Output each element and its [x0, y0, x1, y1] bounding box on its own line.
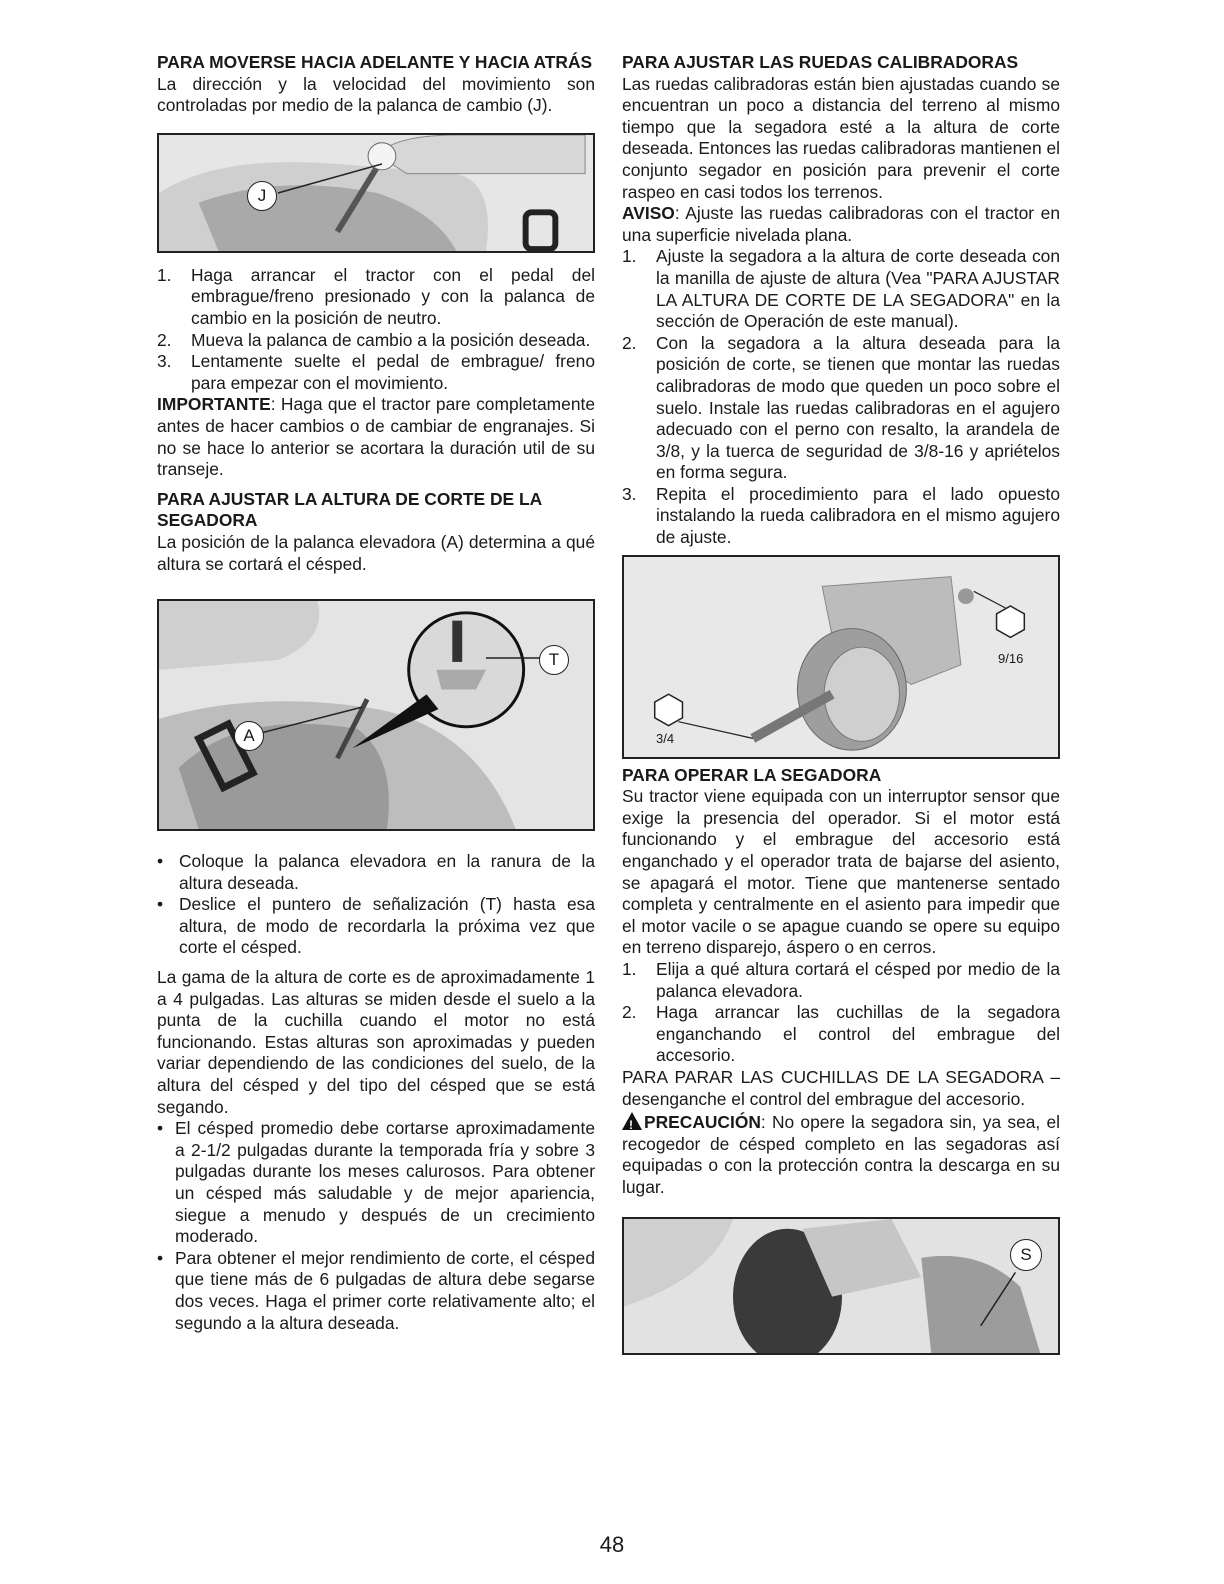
section-title-gauge-wheels: PARA AJUSTAR LAS RUEDAS CALIBRADORAS — [622, 52, 1019, 72]
section-title-operate-mower: PARA OPERAR LA SEGADORA — [622, 764, 882, 785]
list-item: 1. Haga arrancar el tractor con el pedal del embrague/freno presionado y con la palanca de cambio en la posición de neutro. — [157, 264, 595, 328]
figure-discharge-chute — [622, 1217, 1060, 1355]
page-number: 48 — [599, 1532, 625, 1557]
list-item: 1. Ajuste la segadora a la altura de corte deseada con la manilla de ajuste de altura (Vea "PARA AJUSTAR LA ALTURA DE CORTE DE LA SEGADORA" en la sección de Operación de este manual). — [622, 246, 1060, 332]
bullets-mowing-tips — [157, 1118, 595, 1334]
stop-blades-text: PARA PARAR LAS CUCHILLAS DE LA SEGADORA – desenganche el control del embrague del accesorio. — [622, 1066, 1060, 1109]
bullets-cut-height — [157, 851, 595, 959]
section-text-forward-reverse: La dirección y la velocidad del movimiento son controladas por medio de la palanca de cambio (J). — [157, 73, 595, 116]
wrench-size-34: 3/4 — [656, 730, 675, 746]
discharge-chute-illustration — [624, 1219, 1058, 1353]
list-item: • Coloque la palanca elevadora en la ranura de la altura deseada. — [157, 851, 595, 893]
figure-shift-lever — [157, 133, 595, 253]
section-text-gauge-wheels: Las ruedas calibradoras están bien ajustadas cuando se encuentran un poco a distancia del terreno al mismo tiempo que la segadora esté a la altura de corte deseada. Entonces las ruedas calibradoras mantienen el conjunto segador en posición para prevenir el corte raspeo en casi todos los terrenos. — [622, 73, 1060, 202]
list-item: 3. Repita el procedimiento para el lado opuesto instalando la rueda calibradora en el mismo agujero de ajuste. — [622, 483, 1060, 548]
figure-lift-lever — [157, 599, 595, 831]
warning-icon — [622, 1112, 642, 1130]
list-item: 3. Lentamente suelte el pedal de embrague/ freno para empezar con el movimiento. — [157, 351, 595, 393]
right-column — [622, 52, 1060, 1355]
important-note: IMPORTANTE: Haga que el tractor pare completamente antes de hacer cambios o de cambiar de engranajes. Si no se hace lo anterior se acortara la duración util de su transeje. — [157, 394, 595, 480]
steps-gauge-wheels — [622, 246, 1060, 548]
section-title-forward-reverse: PARA MOVERSE HACIA ADELANTE Y HACIA ATRÁS — [157, 52, 593, 72]
shift-lever-illustration — [159, 135, 593, 251]
steps-forward-reverse — [157, 265, 595, 395]
list-item: 2. Haga arrancar las cuchillas de la segadora enganchando el control del embrague del accesorio. — [622, 1002, 1060, 1066]
list-item: • El césped promedio debe cortarse aproximadamente a 2-1/2 pulgadas durante la temporada fría y sobre 3 pulgadas durante los meses calurosos. Para obtener un césped más saludable y de mejor apariencia, siegue a menudo y después de un crecimiento moderado. — [157, 1118, 595, 1247]
section-text-operate-mower: Su tractor viene equipada con un interruptor sensor que exige la presencia del operador. Si el motor está funcionando y el embrague del accesorio está enganchado y el operador trata de bajarse del asiento, se apagará el motor. Tiene que mantenerse sentado completa y centralmente en el asiento para impedir que el motor vacile o se apague cuando se opere su equipo en terreno disparejo, áspero o en cerros. — [622, 786, 1060, 958]
callout-a: A — [234, 721, 264, 751]
wrench-size-916: 9/16 — [998, 650, 1024, 666]
list-item: 2. Mueva la palanca de cambio a la posición deseada. — [157, 329, 591, 350]
list-item: • Para obtener el mejor rendimiento de corte, el césped que tiene más de 6 pulgadas de altura debe segarse dos veces. Haga el primer corte relativamente alto; el segundo a la altura deseada. — [157, 1247, 595, 1333]
section-text-cut-height: La posición de la palanca elevadora (A) determina a qué altura se cortará el césped. — [157, 531, 595, 574]
steps-operate-mower — [622, 959, 1060, 1067]
callout-t: T — [539, 645, 569, 675]
list-item: 1. Elija a qué altura cortará el césped por medio de la palanca elevadora. — [622, 959, 1060, 1001]
callout-j: J — [247, 181, 277, 211]
figure-gauge-wheel — [622, 555, 1060, 759]
list-item: • Deslice el puntero de señalización (T) hasta esa altura, de modo de recordarla la próxima vez que corte el césped. — [157, 894, 595, 958]
gauge-wheel-illustration — [624, 557, 1058, 757]
lift-lever-illustration — [159, 601, 593, 829]
callout-s: S — [1010, 1239, 1042, 1271]
list-item: 2. Con la segadora a la altura deseada para la posición de corte, se tienen que montar las ruedas calibradoras de modo que queden un poco sobre el suelo. Instale las ruedas calibradoras en el agujero adecuado con el perno con resalto, la arandela de 3/8, y la tuerca de seguridad de 3/8-16 y apriételos en forma segura. — [622, 332, 1060, 483]
cut-range-paragraph: La gama de la altura de corte es de aproximadamente 1 a 4 pulgadas. Las alturas se miden desde el suelo a la punta de la cuchilla cuando el motor no está funcionando. Estas alturas son aproximadas y pueden variar dependiendo de las condiciones del suelo, de la altura del césped y del tipo del césped que se está segando. — [157, 967, 595, 1117]
left-column — [157, 52, 595, 1334]
aviso-note: AVISO: Ajuste las ruedas calibradoras con el tractor en una superficie nivelada plana. — [622, 203, 1060, 245]
section-title-cut-height: PARA AJUSTAR LA ALTURA DE CORTE DE LA SEGADORA — [157, 488, 542, 531]
caution-note: !PRECAUCIÓN: No opere la segadora sin, ya sea, el recogedor de césped completo en las segadoras así equipadas o con la protección contra la descarga en su lugar. — [622, 1110, 1060, 1198]
